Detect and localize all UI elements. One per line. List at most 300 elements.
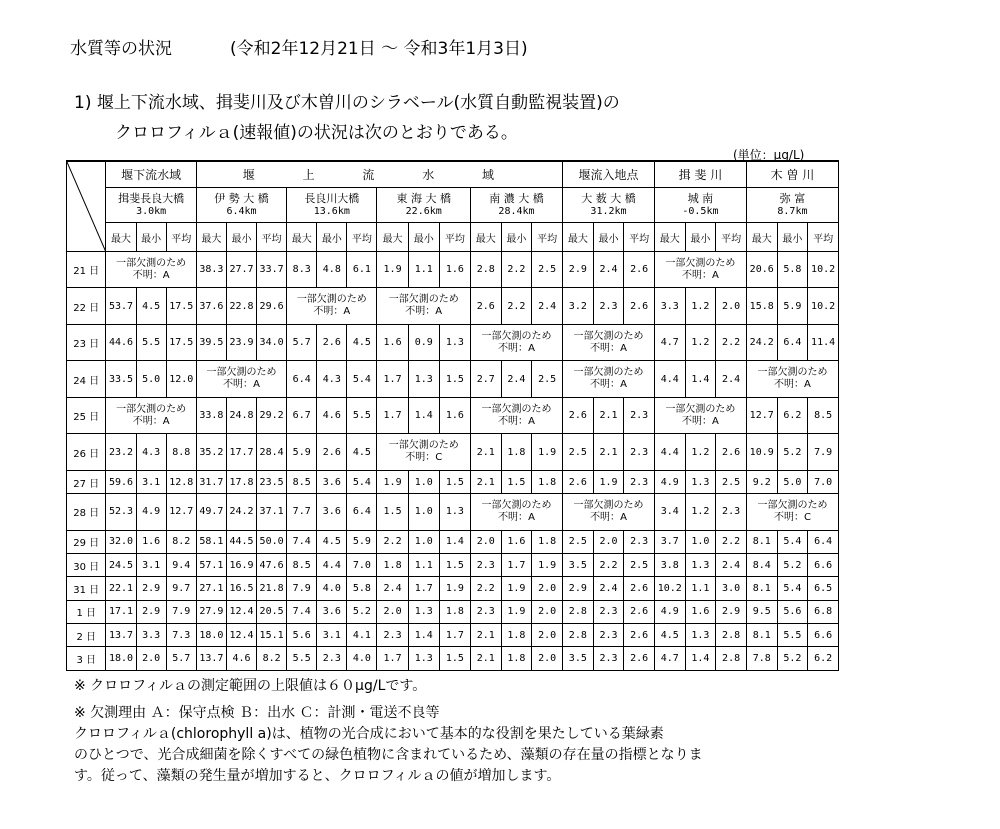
value-cell: 4.9	[654, 470, 685, 493]
missing-note-line2	[747, 512, 838, 524]
table-row	[67, 288, 839, 324]
note-description-line3: す。従って、藻類の発生量が増加すると、クロロフィルａの値が増加します。	[74, 768, 561, 784]
value-cell: 5.6	[777, 600, 808, 623]
value-cell: 2.3	[470, 554, 501, 577]
value-cell: 8.1	[746, 577, 777, 600]
value-cell: 18.0	[196, 624, 226, 647]
value-cell: 1.7	[377, 647, 408, 671]
stat-header: 最大	[563, 223, 594, 252]
value-cell: 1.4	[685, 361, 716, 397]
value-cell: 6.4	[347, 494, 377, 530]
value-cell: 1.0	[408, 470, 439, 493]
value-cell: 1.3	[408, 361, 439, 397]
missing-cell	[470, 324, 562, 360]
stat-header: 最小	[593, 223, 624, 252]
value-cell: 50.0	[257, 530, 287, 553]
value-cell: 5.9	[347, 530, 377, 553]
value-cell: 8.5	[287, 470, 317, 493]
value-cell: 17.8	[226, 470, 256, 493]
missing-code: A	[620, 342, 627, 354]
value-cell: 2.6	[317, 324, 347, 360]
value-cell: 4.7	[654, 647, 685, 671]
value-cell: 10.2	[654, 577, 685, 600]
day-cell: 26 日	[67, 434, 106, 470]
missing-code: A	[435, 306, 443, 318]
value-cell: 1.5	[439, 554, 470, 577]
note-missing-reasons: ※ 欠測理由 Ａ：保守点検 Ｂ：出水 Ｃ：計測・電送不良等	[74, 705, 440, 721]
value-cell: 47.6	[257, 554, 287, 577]
missing-code: A	[804, 379, 811, 391]
value-cell: 6.4	[287, 361, 317, 397]
value-cell: 7.9	[166, 600, 196, 623]
value-cell: 4.0	[347, 647, 377, 671]
value-cell: 2.8	[563, 600, 594, 623]
missing-code: C	[435, 452, 443, 464]
value-cell: 20.5	[257, 600, 287, 623]
value-cell: 1.2	[685, 494, 716, 530]
value-cell: 5.6	[287, 624, 317, 647]
value-cell: 6.4	[777, 324, 808, 360]
value-cell: 2.2	[716, 530, 747, 553]
value-cell: 2.5	[563, 530, 594, 553]
value-cell: 1.5	[439, 361, 470, 397]
value-cell: 1.5	[501, 470, 532, 493]
value-cell: 20.6	[746, 252, 777, 288]
day-cell: 3 日	[67, 647, 106, 671]
value-cell: 2.3	[624, 470, 655, 493]
value-cell: 1.0	[685, 530, 716, 553]
value-cell: 3.7	[654, 530, 685, 553]
value-cell: 2.0	[532, 647, 563, 671]
value-cell: 49.7	[196, 494, 226, 530]
missing-note-line1: 一部欠測のため	[296, 294, 367, 306]
missing-cell	[746, 494, 838, 530]
stat-header: 最小	[501, 223, 532, 252]
value-cell: 5.7	[166, 647, 196, 671]
site-header	[196, 188, 286, 223]
missing-note-line2	[655, 270, 746, 282]
value-cell: 8.1	[746, 624, 777, 647]
value-cell: 2.4	[532, 288, 563, 324]
value-cell: 7.8	[746, 647, 777, 671]
value-cell: 5.7	[287, 324, 317, 360]
stat-header: 最小	[685, 223, 716, 252]
table-row	[67, 624, 839, 647]
value-cell: 2.1	[470, 647, 501, 671]
value-cell: 2.5	[716, 470, 747, 493]
value-cell: 2.6	[624, 252, 655, 288]
stat-header: 最小	[226, 223, 256, 252]
value-cell: 1.4	[685, 647, 716, 671]
value-cell: 58.1	[196, 530, 226, 553]
value-cell: 2.3	[624, 434, 655, 470]
table-row	[67, 530, 839, 553]
value-cell: 2.1	[470, 624, 501, 647]
site-name: 伊 勢 大 橋	[214, 192, 269, 205]
value-cell: 2.6	[624, 600, 655, 623]
table-row	[67, 324, 839, 360]
value-cell: 1.5	[439, 470, 470, 493]
day-cell: 31 日	[67, 577, 106, 600]
value-cell: 1.6	[685, 600, 716, 623]
value-cell: 12.4	[226, 600, 256, 623]
page-title: 水質等の状況	[70, 39, 172, 59]
missing-note-line1: 一部欠測のため	[116, 257, 187, 269]
value-cell: 3.1	[136, 554, 166, 577]
value-cell: 32.0	[106, 530, 136, 553]
table-row	[67, 397, 839, 433]
value-cell: 4.4	[654, 434, 685, 470]
value-cell: 13.7	[106, 624, 136, 647]
value-cell: 3.1	[317, 624, 347, 647]
missing-prefix: 不明：	[590, 379, 621, 391]
day-cell: 25 日	[67, 397, 106, 433]
missing-note-line1: 一部欠測のため	[573, 499, 644, 511]
missing-code: A	[620, 511, 627, 523]
missing-cell	[563, 324, 655, 360]
value-cell: 38.3	[196, 252, 226, 288]
site-header	[377, 188, 470, 223]
value-cell: 2.3	[593, 288, 624, 324]
missing-note-line1: 一部欠測のため	[206, 367, 277, 379]
value-cell: 4.1	[347, 624, 377, 647]
day-cell: 30 日	[67, 554, 106, 577]
value-cell: 5.4	[777, 577, 808, 600]
missing-note-line2	[197, 379, 286, 391]
value-cell: 6.8	[808, 600, 839, 623]
missing-code: A	[253, 379, 260, 391]
missing-code: A	[712, 415, 719, 427]
value-cell: 31.7	[196, 470, 226, 493]
value-cell: 2.5	[563, 434, 594, 470]
missing-note-line2	[106, 416, 195, 428]
value-cell: 5.8	[777, 252, 808, 288]
missing-code: A	[528, 415, 535, 427]
stat-header: 平均	[532, 223, 563, 252]
stat-header: 最大	[287, 223, 317, 252]
value-cell: 2.2	[501, 252, 532, 288]
value-cell: 6.6	[808, 624, 839, 647]
section-heading-line1: 1) 堰上下流水域、揖斐川及び木曽川のシラベール(水質自動監視装置)の	[74, 93, 620, 113]
day-cell: 23 日	[67, 324, 106, 360]
value-cell: 6.6	[808, 554, 839, 577]
missing-prefix: 不明：	[223, 379, 254, 391]
value-cell: 4.5	[136, 288, 166, 324]
value-cell: 1.7	[377, 397, 408, 433]
section-heading	[74, 88, 620, 148]
value-cell: 2.1	[593, 397, 624, 433]
value-cell: 5.4	[347, 361, 377, 397]
value-cell: 4.7	[654, 324, 685, 360]
missing-note-line1: 一部欠測のため	[388, 440, 459, 452]
value-cell: 2.4	[501, 361, 532, 397]
value-cell: 2.9	[136, 600, 166, 623]
missing-prefix: 不明：	[498, 415, 529, 427]
stat-header: 最大	[377, 223, 408, 252]
value-cell: 5.5	[136, 324, 166, 360]
missing-cell	[196, 361, 286, 397]
value-cell: 21.8	[257, 577, 287, 600]
value-cell: 2.0	[532, 624, 563, 647]
value-cell: 1.6	[377, 324, 408, 360]
site-distance: 3.0km	[136, 206, 167, 217]
value-cell: 1.3	[685, 554, 716, 577]
value-cell: 22.8	[226, 288, 256, 324]
value-cell: 2.3	[716, 494, 747, 530]
site-distance: 22.6km	[405, 206, 442, 217]
value-cell: 7.4	[287, 600, 317, 623]
value-cell: 2.8	[470, 252, 501, 288]
value-cell: 1.0	[408, 494, 439, 530]
value-cell: 4.5	[654, 624, 685, 647]
missing-prefix: 不明：	[590, 511, 621, 523]
value-cell: 2.2	[470, 577, 501, 600]
value-cell: 4.3	[317, 361, 347, 397]
missing-prefix: 不明：	[498, 342, 529, 354]
value-cell: 3.5	[563, 554, 594, 577]
missing-note-line1: 一部欠測のため	[665, 257, 736, 269]
missing-note-line1: 一部欠測のため	[757, 499, 828, 511]
missing-note-line2	[287, 306, 376, 318]
missing-code: A	[343, 306, 351, 318]
site-name: 揖斐長良大橋	[118, 192, 185, 205]
value-cell: 59.6	[106, 470, 136, 493]
value-cell: 13.7	[196, 647, 226, 671]
value-cell: 29.2	[257, 397, 287, 433]
value-cell: 4.5	[317, 530, 347, 553]
value-cell: 1.9	[532, 434, 563, 470]
value-cell: 2.1	[470, 434, 501, 470]
value-cell: 2.3	[593, 624, 624, 647]
missing-note-line2	[471, 416, 562, 428]
value-cell: 6.4	[808, 530, 839, 553]
value-cell: 2.3	[317, 647, 347, 671]
value-cell: 1.0	[408, 530, 439, 553]
value-cell: 10.2	[808, 252, 839, 288]
value-cell: 8.8	[166, 434, 196, 470]
missing-note-line1: 一部欠測のため	[481, 330, 552, 342]
value-cell: 1.9	[532, 554, 563, 577]
day-cell: 24 日	[67, 361, 106, 397]
value-cell: 9.2	[746, 470, 777, 493]
value-cell: 23.9	[226, 324, 256, 360]
value-cell: 5.0	[777, 470, 808, 493]
value-cell: 37.1	[257, 494, 287, 530]
stat-header: 平均	[439, 223, 470, 252]
value-cell: 3.2	[563, 288, 594, 324]
missing-note-line1: 一部欠測のため	[481, 499, 552, 511]
missing-note-line2	[747, 379, 838, 391]
table-row	[67, 434, 839, 470]
value-cell: 57.1	[196, 554, 226, 577]
value-cell: 3.8	[654, 554, 685, 577]
value-cell: 1.7	[439, 624, 470, 647]
value-cell: 1.8	[439, 600, 470, 623]
table-row	[67, 361, 839, 397]
site-name: 東 海 大 橋	[396, 192, 451, 205]
value-cell: 2.3	[624, 530, 655, 553]
value-cell: 7.9	[808, 434, 839, 470]
value-cell: 24.2	[226, 494, 256, 530]
value-cell: 5.5	[287, 647, 317, 671]
value-cell: 7.0	[808, 470, 839, 493]
missing-code: A	[162, 269, 170, 281]
stat-header: 最小	[317, 223, 347, 252]
value-cell: 1.8	[501, 624, 532, 647]
value-cell: 4.5	[347, 434, 377, 470]
value-cell: 7.9	[287, 577, 317, 600]
value-cell: 2.0	[532, 577, 563, 600]
value-cell: 8.2	[166, 530, 196, 553]
table-row	[67, 494, 839, 530]
value-cell: 2.3	[377, 624, 408, 647]
value-cell: 2.9	[716, 600, 747, 623]
missing-note-line1: 一部欠測のため	[116, 403, 187, 415]
missing-prefix: 不明：	[590, 342, 621, 354]
value-cell: 1.2	[685, 288, 716, 324]
site-header	[106, 188, 196, 223]
site-distance: 6.4km	[226, 206, 257, 217]
value-cell: 16.5	[226, 577, 256, 600]
missing-note-line1: 一部欠測のため	[388, 294, 459, 306]
value-cell: 15.8	[746, 288, 777, 324]
value-cell: 35.2	[196, 434, 226, 470]
missing-note-line2	[377, 306, 469, 318]
value-cell: 39.5	[196, 324, 226, 360]
note-description	[74, 724, 703, 787]
value-cell: 0.9	[408, 324, 439, 360]
value-cell: 5.9	[777, 288, 808, 324]
value-cell: 8.2	[257, 647, 287, 671]
site-distance: 31.2km	[590, 206, 627, 217]
value-cell: 3.6	[317, 600, 347, 623]
value-cell: 12.7	[166, 494, 196, 530]
value-cell: 3.6	[317, 494, 347, 530]
report-period: (令和2年12月21日 ～ 令和3年1月3日)	[230, 39, 528, 59]
value-cell: 17.5	[166, 288, 196, 324]
missing-code: A	[528, 511, 535, 523]
value-cell: 7.7	[287, 494, 317, 530]
value-cell: 33.8	[196, 397, 226, 433]
value-cell: 8.3	[287, 252, 317, 288]
note-description-line1: クロロフィルａ(chlorophyll a)は、植物の光合成において基本的な役割を果たしている葉緑素	[74, 726, 664, 742]
value-cell: 4.4	[317, 554, 347, 577]
value-cell: 2.6	[563, 470, 594, 493]
missing-prefix: 不明：	[405, 452, 436, 464]
missing-prefix: 不明：	[498, 511, 529, 523]
value-cell: 2.9	[563, 577, 594, 600]
value-cell: 2.0	[470, 530, 501, 553]
missing-cell	[106, 252, 196, 288]
value-cell: 4.6	[317, 397, 347, 433]
missing-cell	[287, 288, 377, 324]
value-cell: 1.3	[439, 324, 470, 360]
missing-note-line1: 一部欠測のため	[573, 367, 644, 379]
value-cell: 6.5	[808, 577, 839, 600]
missing-cell	[377, 434, 470, 470]
value-cell: 1.8	[501, 434, 532, 470]
value-cell: 2.8	[716, 647, 747, 671]
value-cell: 1.4	[439, 530, 470, 553]
value-cell: 27.1	[196, 577, 226, 600]
stat-header: 最大	[196, 223, 226, 252]
value-cell: 2.2	[716, 324, 747, 360]
value-cell: 2.0	[377, 600, 408, 623]
table-row	[67, 577, 839, 600]
stat-header: 平均	[257, 223, 287, 252]
value-cell: 34.0	[257, 324, 287, 360]
missing-note-line2	[563, 379, 654, 391]
day-cell: 1 日	[67, 600, 106, 623]
value-cell: 8.1	[746, 530, 777, 553]
value-cell: 1.8	[532, 470, 563, 493]
value-cell: 12.7	[746, 397, 777, 433]
value-cell: 2.6	[624, 288, 655, 324]
value-cell: 23.2	[106, 434, 136, 470]
missing-note-line2	[471, 343, 562, 355]
value-cell: 2.7	[470, 361, 501, 397]
value-cell: 4.5	[347, 324, 377, 360]
value-cell: 1.3	[408, 647, 439, 671]
value-cell: 4.0	[317, 577, 347, 600]
missing-code: A	[162, 415, 170, 427]
missing-prefix: 不明：	[682, 415, 713, 427]
value-cell: 8.5	[287, 554, 317, 577]
value-cell: 6.2	[777, 397, 808, 433]
site-header	[470, 188, 562, 223]
value-cell: 1.7	[408, 577, 439, 600]
site-header	[287, 188, 377, 223]
missing-code: A	[528, 342, 535, 354]
missing-prefix: 不明：	[682, 269, 713, 281]
value-cell: 6.1	[347, 252, 377, 288]
site-name: 長良川大橋	[304, 192, 360, 205]
group-header-upstream: 堰 上 流 水 域	[196, 161, 562, 188]
value-cell: 1.9	[501, 600, 532, 623]
value-cell: 1.8	[377, 554, 408, 577]
site-header	[563, 188, 655, 223]
stat-header: 最大	[746, 223, 777, 252]
value-cell: 4.4	[654, 361, 685, 397]
missing-prefix: 不明：	[773, 511, 804, 523]
missing-prefix: 不明：	[132, 269, 163, 281]
value-cell: 2.8	[716, 624, 747, 647]
site-name: 城 南	[687, 192, 714, 205]
value-cell: 2.6	[470, 288, 501, 324]
value-cell: 3.0	[716, 577, 747, 600]
value-cell: 17.1	[106, 600, 136, 623]
value-cell: 2.9	[136, 577, 166, 600]
value-cell: 5.9	[287, 434, 317, 470]
value-cell: 2.3	[593, 600, 624, 623]
value-cell: 2.0	[532, 600, 563, 623]
value-cell: 10.9	[746, 434, 777, 470]
missing-note-line2	[655, 416, 746, 428]
missing-cell	[106, 397, 196, 433]
table-row	[67, 252, 839, 288]
missing-note-line2	[563, 512, 654, 524]
missing-note-line2	[106, 270, 195, 282]
value-cell: 2.9	[563, 252, 594, 288]
value-cell: 29.6	[257, 288, 287, 324]
value-cell: 1.3	[685, 624, 716, 647]
value-cell: 44.6	[106, 324, 136, 360]
value-cell: 1.6	[439, 397, 470, 433]
value-cell: 12.0	[166, 361, 196, 397]
value-cell: 2.0	[136, 647, 166, 671]
value-cell: 4.9	[654, 600, 685, 623]
value-cell: 5.2	[347, 600, 377, 623]
